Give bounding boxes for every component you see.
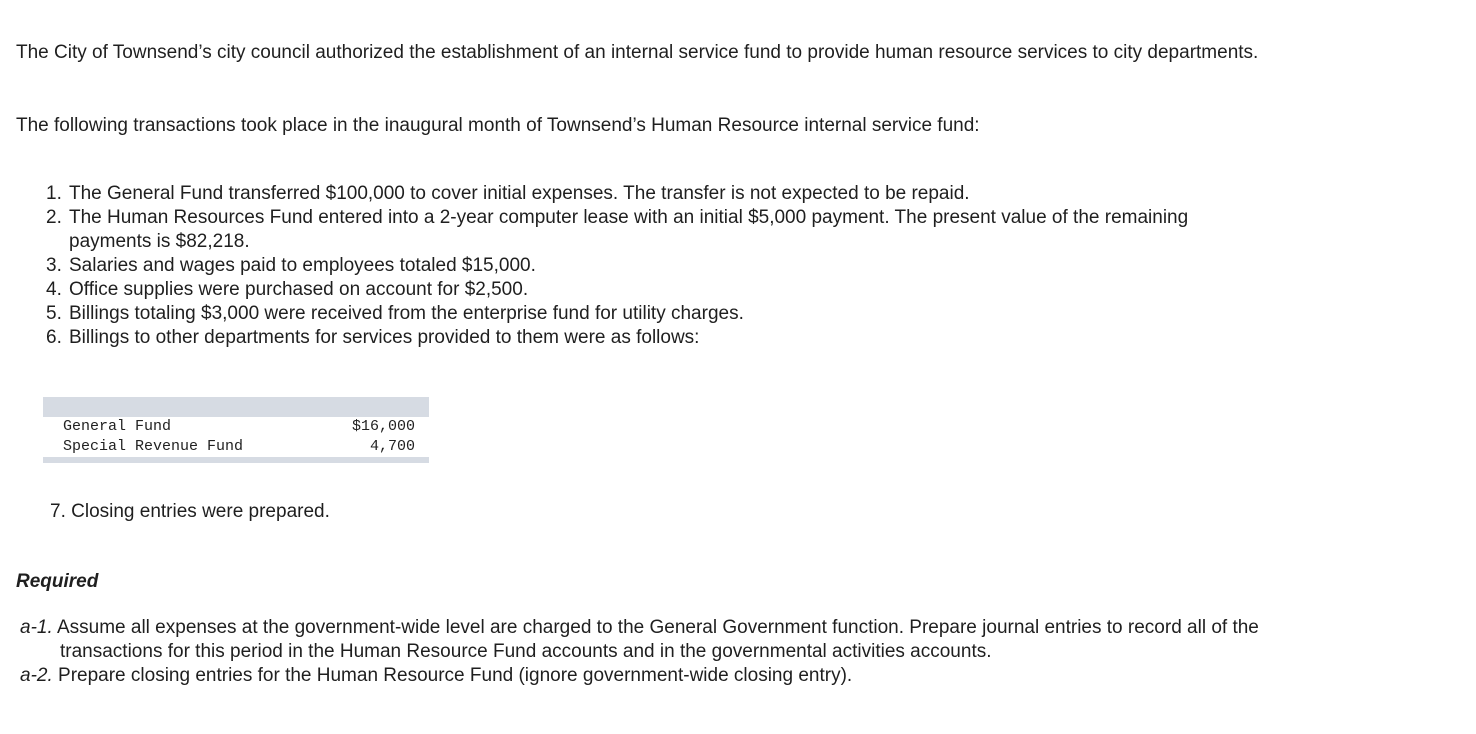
billing-amount: 4,700	[369, 438, 415, 455]
transaction-number: 3.	[46, 255, 62, 276]
transaction-number: 5.	[46, 303, 62, 324]
transaction-item	[46, 302, 1246, 326]
transaction-text: Billings to other departments for services provided to them were as follows:	[69, 327, 700, 348]
transaction-text: Salaries and wages paid to employees totaled $15,000.	[69, 255, 536, 276]
required-item	[20, 664, 1260, 688]
transaction-item	[46, 278, 1246, 302]
billing-amount: $16,000	[351, 418, 415, 435]
transaction-number: 2.	[46, 207, 62, 228]
transaction-item	[46, 254, 1246, 278]
required-item-tag: a-1.	[20, 617, 53, 638]
billings-table	[43, 397, 429, 463]
transaction-text: Billings totaling $3,000 were received from the enterprise fund for utility charges.	[69, 303, 744, 324]
transaction-number: 4.	[46, 279, 62, 300]
transaction-number: 1.	[46, 183, 62, 204]
required-item	[20, 616, 1260, 664]
required-list	[20, 616, 1260, 688]
lead-paragraph: The following transactions took place in the inaugural month of Townsend’s Human Resource internal service fund:	[16, 115, 980, 136]
required-item-text: Assume all expenses at the government-wide level are charged to the General Government function. Prepare journal entries to record all of the transactions for this period in the Human Resource Fund accounts and in the governmental activities accounts.	[52, 617, 1259, 662]
transaction-list	[46, 182, 1246, 350]
intro-paragraph: The City of Townsend’s city council authorized the establishment of an internal service fund to provide human resource services to city departments.	[16, 42, 1259, 63]
required-item-text: Prepare closing entries for the Human Resource Fund (ignore government-wide closing entry).	[52, 665, 853, 686]
table-row	[43, 417, 429, 437]
transaction-7: 7. Closing entries were prepared.	[50, 501, 330, 522]
required-heading: Required	[16, 571, 99, 592]
transaction-item	[46, 182, 1246, 206]
required-item-tag: a-2.	[20, 665, 53, 686]
billing-fund-name: Special Revenue Fund	[63, 438, 244, 455]
billing-fund-name: General Fund	[63, 418, 172, 435]
transaction-text: Office supplies were purchased on account for $2,500.	[69, 279, 529, 300]
transaction-item	[46, 206, 1246, 254]
transaction-text: The Human Resources Fund entered into a 2-year computer lease with an initial $5,000 payment. The present value of the remaining payments is $82,218.	[69, 207, 1189, 252]
transaction-text: The General Fund transferred $100,000 to cover initial expenses. The transfer is not expected to be repaid.	[69, 183, 970, 204]
transaction-item	[46, 326, 1246, 350]
table-row	[43, 437, 429, 457]
transaction-number: 6.	[46, 327, 62, 348]
